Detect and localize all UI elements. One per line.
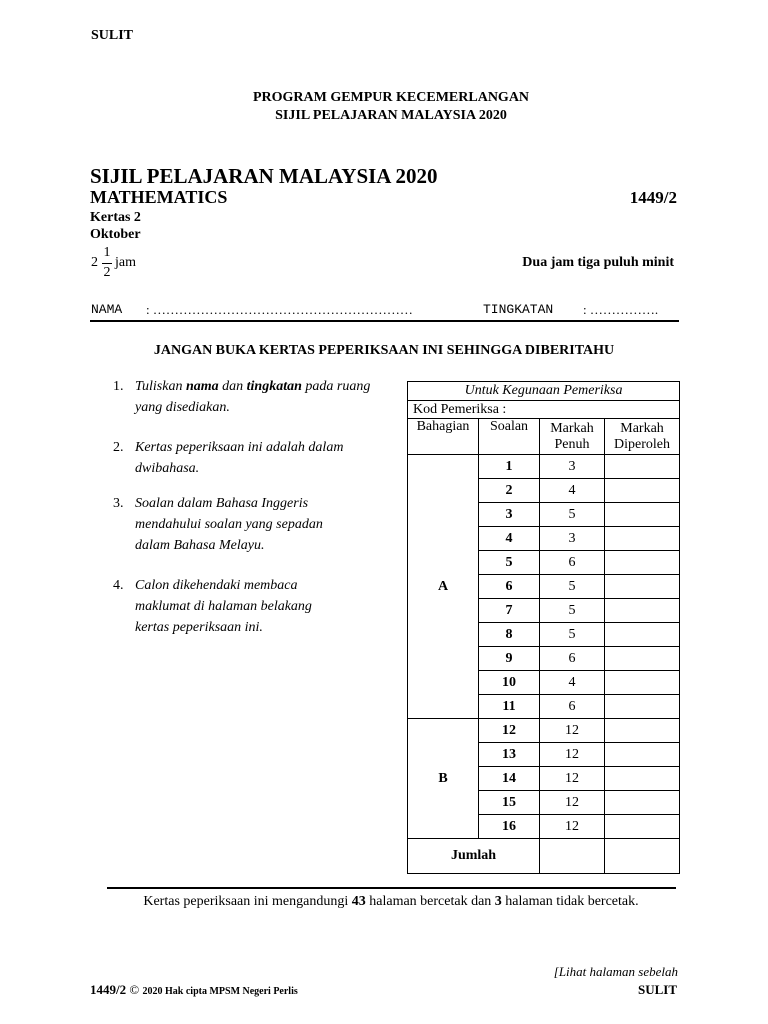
instruction-text: Tuliskan nama dan tingkatan pada ruang yang disediakan.: [135, 379, 371, 415]
obtained-mark-cell[interactable]: [605, 527, 680, 551]
total-full-mark-cell[interactable]: [540, 839, 605, 874]
section-a-label: A: [408, 455, 479, 719]
obtained-mark-cell[interactable]: [605, 575, 680, 599]
examiner-code-cell[interactable]: Kod Pemeriksa :: [408, 401, 680, 419]
full-mark: 4: [540, 671, 605, 695]
full-mark: 6: [540, 647, 605, 671]
full-mark: 12: [540, 767, 605, 791]
question-number: 7: [479, 599, 540, 623]
paper-kertas: Kertas 2: [90, 210, 141, 225]
question-number: 3: [479, 503, 540, 527]
question-number: 2: [479, 479, 540, 503]
duration-words: Dua jam tiga puluh minit: [522, 255, 674, 270]
paper-month: Oktober: [90, 227, 141, 242]
tingkatan-field[interactable]: : …………….: [583, 302, 659, 317]
obtained-mark-cell[interactable]: [605, 791, 680, 815]
question-number: 5: [479, 551, 540, 575]
obtained-mark-cell[interactable]: [605, 695, 680, 719]
paper-code: 1449/2: [629, 188, 677, 207]
full-mark: 12: [540, 791, 605, 815]
table-title: Untuk Kegunaan Pemeriksa: [408, 382, 680, 401]
duration-unit: jam: [115, 255, 136, 270]
obtained-mark-cell[interactable]: [605, 455, 680, 479]
full-mark: 5: [540, 599, 605, 623]
obtained-mark-cell[interactable]: [605, 551, 680, 575]
obtained-mark-cell[interactable]: [605, 599, 680, 623]
header-bahagian: Bahagian: [408, 419, 479, 455]
next-page-note: [Lihat halaman sebelah: [553, 964, 678, 979]
table-row: [408, 719, 680, 743]
full-mark: 3: [540, 527, 605, 551]
instruction-number: 3.: [113, 496, 124, 511]
obtained-mark-cell[interactable]: [605, 815, 680, 839]
table-row: [408, 455, 680, 479]
full-mark: 4: [540, 479, 605, 503]
instruction-number: 2.: [113, 440, 124, 455]
obtained-mark-cell[interactable]: [605, 719, 680, 743]
duration-whole: 2: [91, 255, 98, 270]
obtained-mark-cell[interactable]: [605, 623, 680, 647]
header-soalan: Soalan: [479, 419, 540, 455]
question-number: 12: [479, 719, 540, 743]
question-number: 8: [479, 623, 540, 647]
page-count-note: Kertas peperiksaan ini mengandungi 43 halaman bercetak dan 3 halaman tidak bercetak.: [143, 894, 639, 909]
duration-fraction: [101, 245, 113, 283]
total-label: Jumlah: [408, 839, 540, 874]
question-number: 11: [479, 695, 540, 719]
warning-text: JANGAN BUKA KERTAS PEPERIKSAAN INI SEHINGGA DIBERITAHU: [153, 343, 615, 358]
full-mark: 5: [540, 575, 605, 599]
total-obtained-cell[interactable]: [605, 839, 680, 874]
program-line-2: SIJIL PELAJARAN MALAYSIA 2020: [275, 108, 507, 123]
full-mark: 12: [540, 815, 605, 839]
full-mark: 5: [540, 623, 605, 647]
obtained-mark-cell[interactable]: [605, 767, 680, 791]
instruction-text: Calon dikehendaki membaca maklumat di halaman belakang kertas peperiksaan ini.: [135, 578, 312, 635]
question-number: 14: [479, 767, 540, 791]
full-mark: 12: [540, 719, 605, 743]
question-number: 15: [479, 791, 540, 815]
obtained-mark-cell[interactable]: [605, 503, 680, 527]
instruction-text: Kertas peperiksaan ini adalah dalam dwibahasa.: [135, 440, 344, 476]
question-number: 4: [479, 527, 540, 551]
obtained-mark-cell[interactable]: [605, 479, 680, 503]
question-number: 13: [479, 743, 540, 767]
paper-subject: MATHEMATICS: [90, 187, 228, 207]
footer-copyright: 1449/2 © 2020 Hak cipta MPSM Negeri Perlis: [90, 982, 298, 997]
full-mark: 5: [540, 503, 605, 527]
full-mark: 12: [540, 743, 605, 767]
question-number: 9: [479, 647, 540, 671]
full-mark: 3: [540, 455, 605, 479]
tingkatan-label: TINGKATAN: [483, 302, 554, 317]
header-markah-diperoleh: Markah Diperoleh: [605, 419, 680, 455]
instruction-number: 1.: [113, 379, 124, 394]
nama-label: NAMA: [91, 302, 123, 317]
question-number: 1: [479, 455, 540, 479]
footer-sulit: SULIT: [637, 982, 677, 997]
question-number: 6: [479, 575, 540, 599]
nama-field[interactable]: : ……………………………………………………: [146, 302, 413, 317]
obtained-mark-cell[interactable]: [605, 671, 680, 695]
duration-numerator: 1: [103, 245, 111, 260]
full-mark: 6: [540, 695, 605, 719]
candidate-divider: [90, 320, 679, 322]
header-sulit: SULIT: [91, 28, 134, 43]
examiner-marks-table: [407, 381, 680, 874]
program-line-1: PROGRAM GEMPUR KECEMERLANGAN: [252, 90, 530, 105]
fraction-bar: [102, 263, 112, 264]
instruction-text: Soalan dalam Bahasa Inggeris mendahului soalan yang sepadan dalam Bahasa Melayu.: [135, 496, 323, 553]
full-mark: 6: [540, 551, 605, 575]
obtained-mark-cell[interactable]: [605, 743, 680, 767]
question-number: 16: [479, 815, 540, 839]
header-markah-penuh: Markah Penuh: [540, 419, 605, 455]
obtained-mark-cell[interactable]: [605, 647, 680, 671]
page-note-divider: [107, 887, 676, 889]
total-row: [408, 839, 680, 874]
section-b-label: B: [408, 719, 479, 839]
duration-denominator: 2: [103, 265, 111, 280]
paper-title: SIJIL PELAJARAN MALAYSIA 2020: [90, 164, 438, 188]
instruction-number: 4.: [113, 578, 124, 593]
question-number: 10: [479, 671, 540, 695]
